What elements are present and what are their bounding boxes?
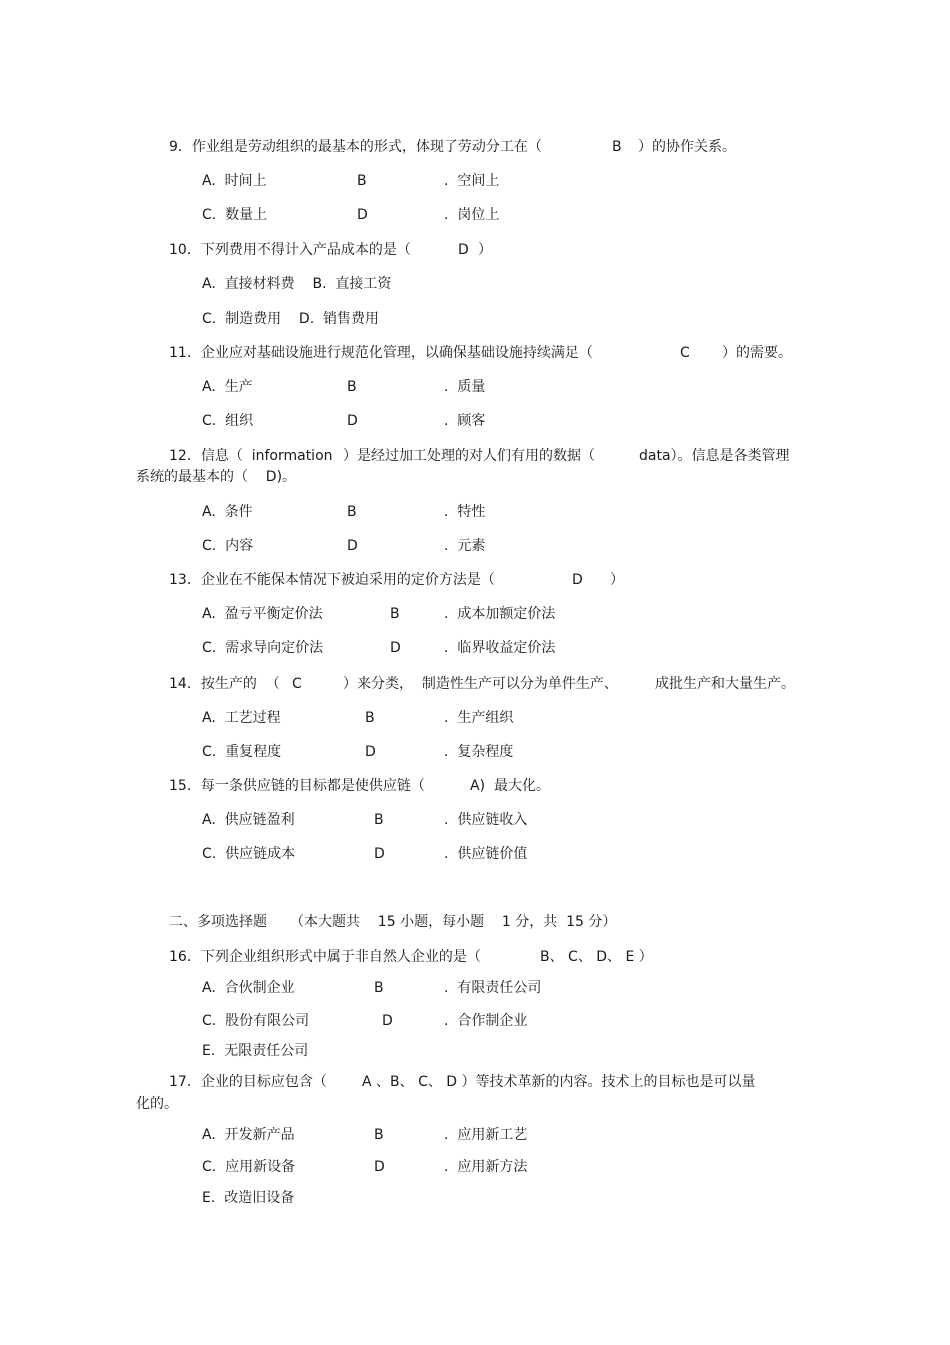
q11-stem: 11．企业应对基础设施进行规范化管理，以确保基础设施持续满足（ — [169, 345, 593, 361]
q12-stem-mid: ）是经过加工处理的对人们有用的数据（ — [343, 448, 595, 464]
q11-option-b: . 质量 — [444, 379, 486, 395]
q12-option-b-letter: B — [347, 504, 357, 520]
q14-option-c: C. 重复程度 — [202, 744, 282, 760]
q16-option-d-letter: D — [382, 1013, 393, 1029]
q16-option-b: . 有限责任公司 — [444, 980, 542, 996]
q12-option-a: A. 条件 — [202, 504, 253, 520]
q15-answer: A) — [470, 778, 486, 794]
q16-option-c: C. 股份有限公司 — [202, 1013, 310, 1029]
q11-answer: C — [680, 345, 690, 361]
q12-option-b: . 特性 — [444, 504, 486, 520]
q17-option-d: . 应用新方法 — [444, 1159, 528, 1175]
q11-option-d: . 顾客 — [444, 413, 486, 429]
q17-option-e: E. 改造旧设备 — [202, 1190, 295, 1206]
q16-option-b-letter: B — [374, 980, 384, 996]
q14-option-b: . 生产组织 — [444, 710, 514, 726]
q11-option-c: C. 组织 — [202, 413, 254, 429]
q15-option-d: . 供应链价值 — [444, 846, 528, 862]
q9-option-c: C. 数量上 — [202, 207, 268, 223]
q14-stem-mid: ）来分类， 制造性生产可以分为单件生产、 — [343, 676, 618, 692]
q10-options-ab: A. 直接材料费 B. 直接工资 — [202, 276, 392, 292]
q17-option-b: . 应用新工艺 — [444, 1127, 528, 1143]
q12-option-d: . 元素 — [444, 538, 486, 554]
q13-stem-end: ） — [610, 572, 624, 588]
q11-option-a: A. 生产 — [202, 379, 253, 395]
q9-option-a: A. 时间上 — [202, 173, 267, 189]
q14-stem: 14．按生产的 （ — [169, 676, 280, 692]
q15-stem: 15．每一条供应链的目标都是使供应链（ — [169, 778, 425, 794]
q13-stem: 13．企业在不能保本情况下被迫采用的定价方法是（ — [169, 572, 495, 588]
q11-option-d-letter: D — [347, 413, 358, 429]
q17-stem-line2: 化的。 — [136, 1096, 178, 1112]
q14-answer: C — [292, 676, 302, 692]
q16-option-e: E. 无限责任公司 — [202, 1043, 309, 1059]
q12-option-d-letter: D — [347, 538, 358, 554]
q10-options-cd: C. 制造费用 D. 销售费用 — [202, 311, 380, 327]
q13-option-b: . 成本加额定价法 — [444, 606, 556, 622]
q9-stem-end: ）的协作关系。 — [638, 139, 736, 155]
q10-stem: 10．下列费用不得计入产品成本的是（ — [169, 242, 411, 258]
q12-stem-line2: 系统的最基本的（ D)。 — [136, 469, 297, 485]
q11-stem-end: ）的需要。 — [722, 345, 792, 361]
section-2-title: 二、多项选择题 — [169, 914, 267, 930]
q16-option-d: . 合作制企业 — [444, 1013, 528, 1029]
q10-stem-end: ） — [478, 242, 492, 258]
q17-stem: 17．企业的目标应包含（ — [169, 1074, 327, 1090]
q9-option-d: . 岗位上 — [444, 207, 500, 223]
q10-answer: D — [458, 242, 469, 258]
q13-option-b-letter: B — [390, 606, 400, 622]
q13-option-c: C. 需求导向定价法 — [202, 640, 324, 656]
q14-option-d-letter: D — [365, 744, 376, 760]
section-2-description: （本大题共 15 小题，每小题 1 分，共 15 分） — [290, 914, 617, 930]
q13-option-d-letter: D — [390, 640, 401, 656]
q15-option-d-letter: D — [374, 846, 385, 862]
q9-stem: 9．作业组是劳动组织的最基本的形式，体现了劳动分工在（ — [169, 139, 542, 155]
q14-option-b-letter: B — [365, 710, 375, 726]
q16-stem: 16．下列企业组织形式中属于非自然人企业的是（ — [169, 949, 481, 965]
q9-option-d-letter: D — [357, 207, 368, 223]
q13-answer: D — [572, 572, 583, 588]
q17-answer: A 、B、 C、 D ）等技术革新的内容。技术上的目标也是可以量 — [362, 1074, 756, 1090]
q11-option-b-letter: B — [347, 379, 357, 395]
q15-option-a: A. 供应链盈利 — [202, 812, 295, 828]
q14-option-d: . 复杂程度 — [444, 744, 514, 760]
q15-option-c: C. 供应链成本 — [202, 846, 296, 862]
q12-stem-end: data）。信息是各类管理 — [639, 448, 790, 464]
q13-option-a: A. 盈亏平衡定价法 — [202, 606, 323, 622]
q15-stem-end: 最大化。 — [494, 778, 550, 794]
q17-option-b-letter: B — [374, 1127, 384, 1143]
q15-option-b: . 供应链收入 — [444, 812, 528, 828]
q14-stem-end: 成批生产和大量生产。 — [655, 676, 795, 692]
q15-option-b-letter: B — [374, 812, 384, 828]
q13-option-d: . 临界收益定价法 — [444, 640, 556, 656]
q9-option-b-letter: B — [357, 173, 367, 189]
q17-option-c: C. 应用新设备 — [202, 1159, 296, 1175]
q17-option-a: A. 开发新产品 — [202, 1127, 295, 1143]
q9-answer: B — [612, 139, 622, 155]
q16-option-a: A. 合伙制企业 — [202, 980, 295, 996]
q12-option-c: C. 内容 — [202, 538, 254, 554]
q9-option-b: . 空间上 — [444, 173, 500, 189]
q17-option-d-letter: D — [374, 1159, 385, 1175]
q16-answer: B、 C、 D、 E ） — [540, 949, 653, 965]
q14-option-a: A. 工艺过程 — [202, 710, 281, 726]
q12-stem: 12．信息（ information — [169, 448, 333, 464]
